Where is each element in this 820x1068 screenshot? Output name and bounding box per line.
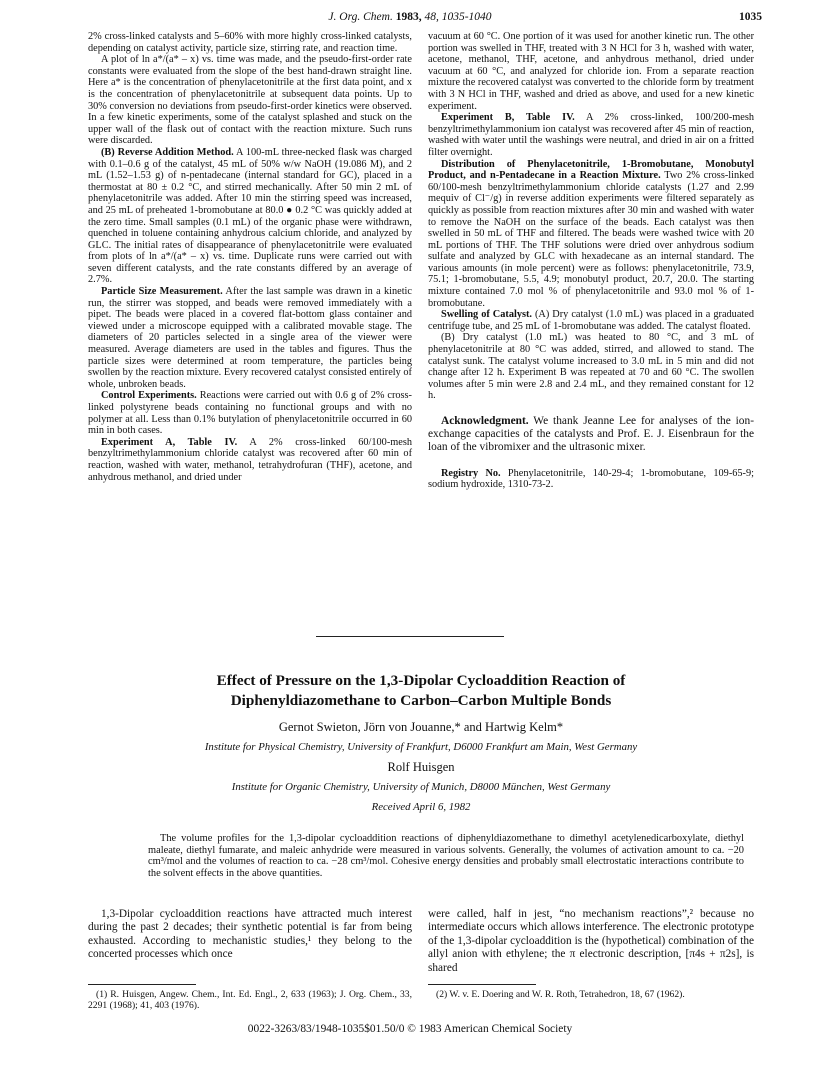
right-column	[428, 31, 754, 491]
footnote: (2) W. v. E. Doering and W. R. Roth, Tetrahedron, 18, 67 (1962).	[436, 989, 685, 1000]
section-heading: Control Experiments.	[101, 390, 197, 402]
intro-paragraph: 1,3-Dipolar cycloaddition reactions have attracted much interest during the past 2 decades; their synthetic potential is far from being exhausted. According to mechanistic studies,¹ they belong to the concerted processes which once	[88, 908, 412, 961]
title-line: Diphenyldiazomethane to Carbon–Carbon Multiple Bonds	[230, 692, 612, 709]
journal-volume: 48,	[424, 11, 439, 23]
article-title	[88, 671, 754, 711]
paragraph-text: A 2% cross-linked 60/100-mesh benzyltrimethylammonium chloride catalyst was recovered after 60 min of reaction, washed with water, methanol, tetrahydrofuran (THF), acetone, and anhydrous methanol, and dried under	[88, 436, 412, 483]
paragraph	[88, 286, 412, 390]
footnote-rule	[428, 984, 536, 985]
paragraph	[88, 437, 412, 483]
section-heading: Experiment B, Table IV.	[441, 112, 575, 124]
title-line: Effect of Pressure on the 1,3-Dipolar Cycloaddition Reaction of	[216, 672, 626, 689]
paragraph	[428, 112, 754, 158]
registry-heading: Registry No.	[441, 467, 501, 479]
journal-pages: 1035-1040	[441, 11, 492, 23]
paragraph-text: A 100-mL three-necked flask was charged with 0.1–0.6 g of the catalyst, 45 mL of 50% w/w NaOH (19.086 M), and 2 mL (1.52–1.53 g) of n-pentadecane (internal standard for GC), placed in a thermostat at 80 ± 0.2 °C, and stirred mechanically. After 50 min 2 mL of phenylacetonitrile was added. After 10 min the stirring speed was increased, and 25 mL of preheated 1-bromobutane at 80.0 ● 0.2 °C was quickly added at the zero time. Small samples (0.1 mL) of the organic phase were withdrawn, quenched in toluene containing anhydrous calcium chloride, and analyzed by GLC. The initial rates of disappearance of phenylacetonitrile were evaluated from plots of ln a*/(a* – x) vs. time. Duplicate runs were carried out with seven different catalysts, and the rate constants differed by an average of 2.7%.	[88, 146, 412, 286]
intro-paragraph: were called, half in jest, “no mechanism reactions”,² because no intermediate occurs which allows interference. The electronic prototype of the 1,3-dipolar cycloaddition is the (hypothetical) combination of the allyl anion with ethylene; the π electronic description, [π4s + π2s], is shared	[428, 908, 754, 974]
paragraph	[428, 159, 754, 310]
journal-citation	[0, 11, 820, 23]
paragraph-text: (A) Dry catalyst (1.0 mL) was placed in a graduated centrifuge tube, and 25 mL of 1-bromobutane was added. The catalyst floated.	[428, 309, 754, 332]
copyright-line: 0022-3263/83/1948-1035$01.50/0 © 1983 American Chemical Society	[247, 1023, 573, 1035]
paragraph: 2% cross-linked catalysts and 5–60% with more highly cross-linked catalysts, depending on catalyst activity, particle size, stirring rate, and reaction time.	[88, 31, 412, 54]
received-date: Received April 6, 1982	[371, 801, 471, 813]
author: Rolf Huisgen	[387, 760, 455, 774]
registry-numbers	[428, 468, 754, 491]
running-header	[0, 11, 820, 27]
paragraph	[88, 390, 412, 436]
paragraph: vacuum at 60 °C. One portion of it was used for another kinetic run. The other portion was swelled in THF, treated with 3 N HCl for 3 h, washed with water, acetone, methanol, THF, acetone, and anhydrous methanol, dried under vacuum at 60 °C, and analyzed for chloride ion. From a separate reaction mixture the recovered catalyst was converted to the chloride form by treatment with 3 N HCl in THF, washed and dried as above, and used for a new kinetic experiment.	[428, 31, 754, 112]
paragraph	[428, 309, 754, 332]
journal-name: J. Org. Chem.	[328, 11, 393, 23]
paragraph-text: Two 2% cross-linked 60/100-mesh benzyltrimethylammonium chloride catalysts (1.27 and 2.99 mequiv of Cl⁻/g) in reverse addition experiments were filtered separately as quickly as possible from reaction mixtures after 30 min and washed with water to remove the NaOH on the surface of the beads. Each catalyst was then swelled in 50 mL of THF and filtered. The beads were washed twice with 20 mL portions of THF. The THF solutions were dried over anhydrous sodium sulfate and analyzed by GLC with hexadecane as an internal standard. The various amounts (in mole percent) were as follows: phenylacetonitrile, 73.9, 75.1; 1-bromobutane, 5.5, 4.9; monobutyl product, 20.7, 20.0. The starting mixture contained 7.0 mol % of phenylacetonitrile and 93.0 mol % of 1-bromobutane.	[428, 170, 754, 309]
article-divider	[316, 636, 504, 637]
acknowledgment-text: We thank Jeanne Lee for analyses of the ion-exchange capacities of the catalysts and Prof. E. J. Eisenbraun for the loan of the vibromixer and the ultrasonic mixer.	[428, 415, 754, 454]
footnote-rule	[88, 984, 196, 985]
acknowledgment	[428, 415, 754, 455]
section-heading: Swelling of Catalyst.	[441, 309, 532, 321]
section-heading: (B) Reverse Addition Method.	[101, 146, 234, 158]
left-column	[88, 31, 412, 483]
registry-text: Phenylacetonitrile, 140-29-4; 1-bromobutane, 109-65-9; sodium hydroxide, 1310-73-2.	[428, 467, 754, 491]
paragraph: (B) Dry catalyst (1.0 mL) was heated to 80 °C, and 3 mL of phenylacetonitrile at 80 °C was added, stirred, and allowed to stand. The catalyst sunk. The catalyst volume increased to 3.0 mL in 5 min and did not change after 12 h. Experiment B was repeated at 70 and 60 °C. The swollen volumes after 5 min were 2.8 and 2.4 mL, and they remained constant for 12 h.	[428, 332, 754, 402]
paragraph-text: Reactions were carried out with 0.6 g of 2% cross-linked polystyrene beads containing no functional groups and with no polymer at all. Less than 0.1% butylation of phenylacetonitrile occurred in 60 min in both cases.	[88, 390, 412, 437]
paragraph: A plot of ln a*/(a* – x) vs. time was made, and the pseudo-first-order rate constants were evaluated from the slope of the best hand-drawn straight line. Here a* is the concentration of phenylacetonitrile at the first data point, and x is the concentration of phenylacetonitrile at subsequent data points. Up to 30% conversion no deviations from pseudo-first-order kinetics were observed. In a few kinetic experiments, some of the catalyst splashed and stuck on the upper wall of the flask out of contact with the reaction mixture. Such runs were discarded.	[88, 54, 412, 147]
abstract: The volume profiles for the 1,3-dipolar cycloaddition reactions of diphenyldiazomethane to dimethyl acetylenedicarboxylate, diethyl maleate, diethyl fumarate, and maleic anhydride were measured in various solvents. Generally, the volumes of activation amount to ca. −20 cm³/mol and the volumes of reaction to ca. −28 cm³/mol. Cohesive energy densities and probably small electrostatic interactions contribute to the solvent effects in the above quantities.	[148, 833, 744, 880]
journal-year: 1983,	[395, 11, 422, 23]
affiliation: Institute for Organic Chemistry, University of Munich, D8000 München, West Germany	[231, 781, 611, 793]
section-heading: Experiment A, Table IV.	[101, 436, 238, 448]
section-heading: Distribution of Phenylacetonitrile, 1-Bromobutane, Monobutyl Product, and n-Pentadecane in a Reaction Mixture.	[428, 158, 754, 182]
paragraph	[88, 147, 412, 286]
section-heading: Particle Size Measurement.	[101, 286, 223, 298]
paragraph-text: A 2% cross-linked, 100/200-mesh benzyltrimethylammonium ion catalyst was recovered after 45 min of reaction, washed with water until the washings were neutral, and dried in air on a fritted filter overnight.	[428, 112, 754, 158]
acknowledgment-heading: Acknowledgment.	[441, 415, 529, 427]
page-number: 1035	[739, 11, 762, 23]
authors: Gernot Swieton, Jörn von Jouanne,* and Hartwig Kelm*	[278, 720, 564, 734]
affiliation: Institute for Physical Chemistry, University of Frankfurt, D6000 Frankfurt am Main, West Germany	[204, 741, 638, 753]
paragraph-text: After the last sample was drawn in a kinetic run, the stirrer was stopped, and beads were removed immediately with a pipet. The beads were placed in a covered flat-bottom glass container and viewed under a microscope equipped with a calibrated movable stage. The diameters of 20 particles selected in a single area of the viewer were measured. Average diameters are used in the tables and figures. Thus the particle sizes were determined at room temperature, the particles being swollen by the reaction mixture. Every recovered catalyst consisted entirely of whole, unbroken beads.	[88, 286, 412, 390]
footnote: (1) R. Huisgen, Angew. Chem., Int. Ed. Engl., 2, 633 (1963); J. Org. Chem., 33, 2291 (1968); 41, 403 (1976).	[88, 989, 412, 1011]
